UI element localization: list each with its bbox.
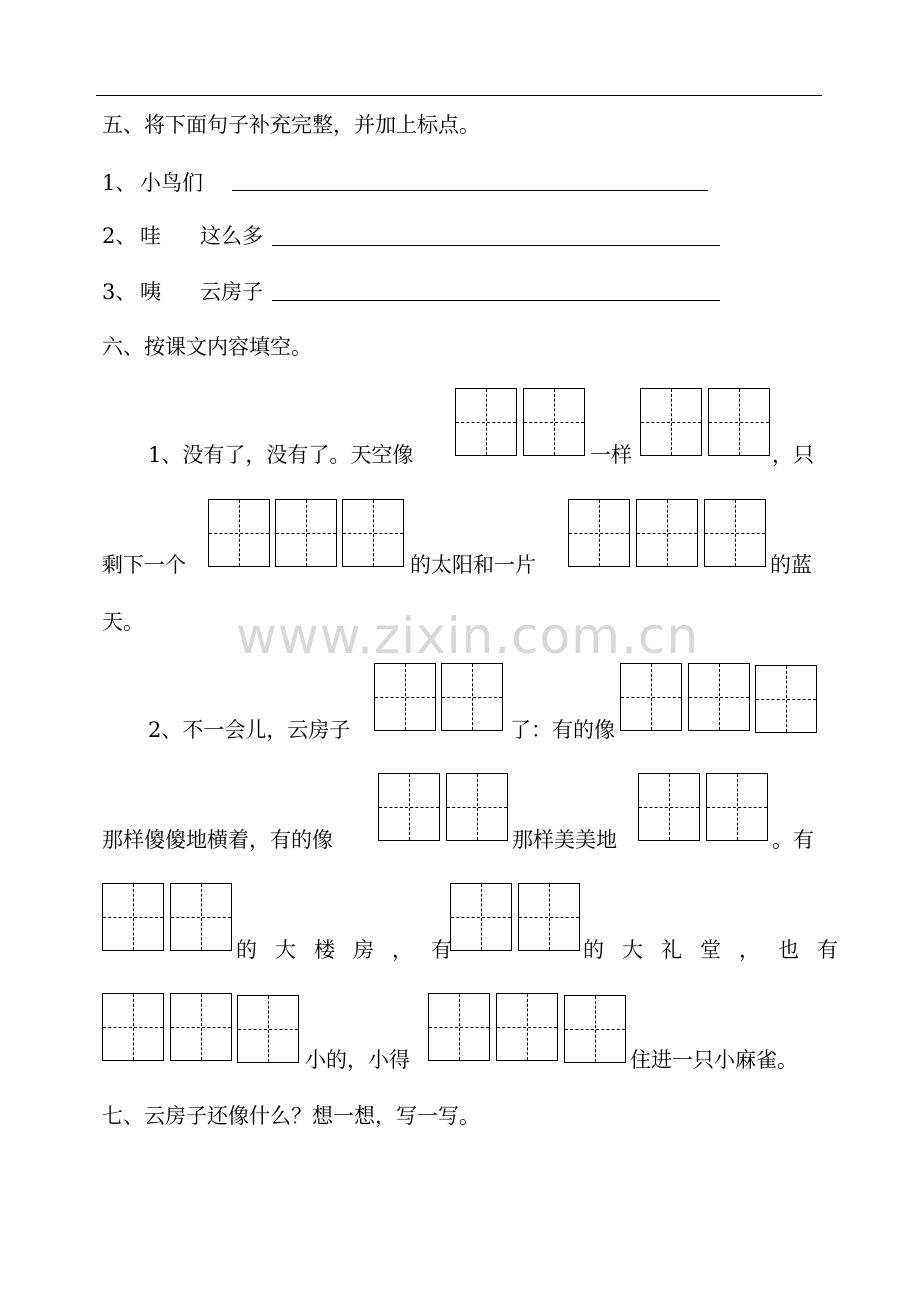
writing-box[interactable] (428, 993, 490, 1061)
writing-box[interactable] (446, 773, 508, 841)
writing-box[interactable] (523, 388, 585, 456)
s5-item3-blank[interactable] (272, 300, 720, 301)
p1-text-e: 的太阳和一片 (410, 553, 536, 577)
writing-box[interactable] (342, 499, 404, 567)
writing-box[interactable] (638, 773, 700, 841)
writing-box[interactable] (704, 499, 766, 567)
writing-box[interactable] (102, 883, 164, 951)
p2-text-f: 的大楼房，有 (236, 938, 470, 962)
writing-box[interactable] (102, 993, 164, 1061)
writing-box[interactable] (275, 499, 337, 567)
writing-box[interactable] (564, 995, 626, 1063)
p1-text-g: 天。 (102, 610, 144, 634)
p2-text-a: 2、不一会儿，云房子 (148, 718, 351, 742)
s5-item2-blank[interactable] (272, 245, 720, 246)
p1-text-f: 的蓝 (770, 553, 812, 577)
s5-item3-rest: 云房子 (200, 280, 263, 304)
writing-box[interactable] (640, 388, 702, 456)
writing-box[interactable] (518, 883, 580, 951)
writing-box[interactable] (636, 499, 698, 567)
s5-item2-num: 2、 (102, 224, 137, 248)
writing-box[interactable] (688, 663, 750, 731)
s5-item3-num: 3、 (102, 280, 137, 304)
section6-title: 六、按课文内容填空。 (102, 335, 312, 359)
s5-item3-word: 咦 (140, 280, 161, 304)
p2-text-e: 。有 (772, 828, 814, 852)
s5-item1-num: 1、 (102, 171, 137, 195)
writing-box[interactable] (441, 663, 503, 731)
section7-title: 七、云房子还像什么？想一想，写一写。 (102, 1104, 480, 1128)
top-rule (96, 95, 822, 96)
writing-box[interactable] (170, 883, 232, 951)
writing-box[interactable] (755, 665, 817, 733)
s5-item2-word: 哇 (140, 224, 161, 248)
writing-box[interactable] (706, 773, 768, 841)
writing-box[interactable] (708, 388, 770, 456)
p2-text-d: 那样美美地 (512, 828, 617, 852)
p1-text-a: 1、没有了，没有了。天空像 (148, 443, 414, 467)
p1-text-d: 剩下一个 (102, 553, 186, 577)
writing-box[interactable] (568, 499, 630, 567)
p2-text-b: 了：有的像 (510, 718, 615, 742)
writing-box[interactable] (170, 993, 232, 1061)
p1-text-c: ，只 (772, 443, 814, 467)
writing-box[interactable] (374, 663, 436, 731)
writing-box[interactable] (378, 773, 440, 841)
p2-text-i: 住进一只小麻雀。 (630, 1048, 798, 1072)
p2-text-c: 那样傻傻地横着，有的像 (102, 828, 333, 852)
p1-text-b: 一样 (590, 443, 632, 467)
writing-box[interactable] (237, 995, 299, 1063)
writing-box[interactable] (620, 663, 682, 731)
watermark: www.zixin.com.cn (236, 607, 700, 665)
writing-box[interactable] (496, 993, 558, 1061)
section5-title: 五、将下面句子补充完整，并加上标点。 (102, 113, 480, 137)
writing-box[interactable] (208, 499, 270, 567)
p2-text-g: 的大礼堂，也有 (583, 938, 856, 962)
s5-item1-word: 小鸟们 (140, 171, 203, 195)
p2-text-h: 小的，小得 (305, 1048, 410, 1072)
writing-box[interactable] (450, 883, 512, 951)
writing-box[interactable] (455, 388, 517, 456)
s5-item1-blank[interactable] (232, 190, 708, 191)
s5-item2-rest: 这么多 (200, 224, 263, 248)
